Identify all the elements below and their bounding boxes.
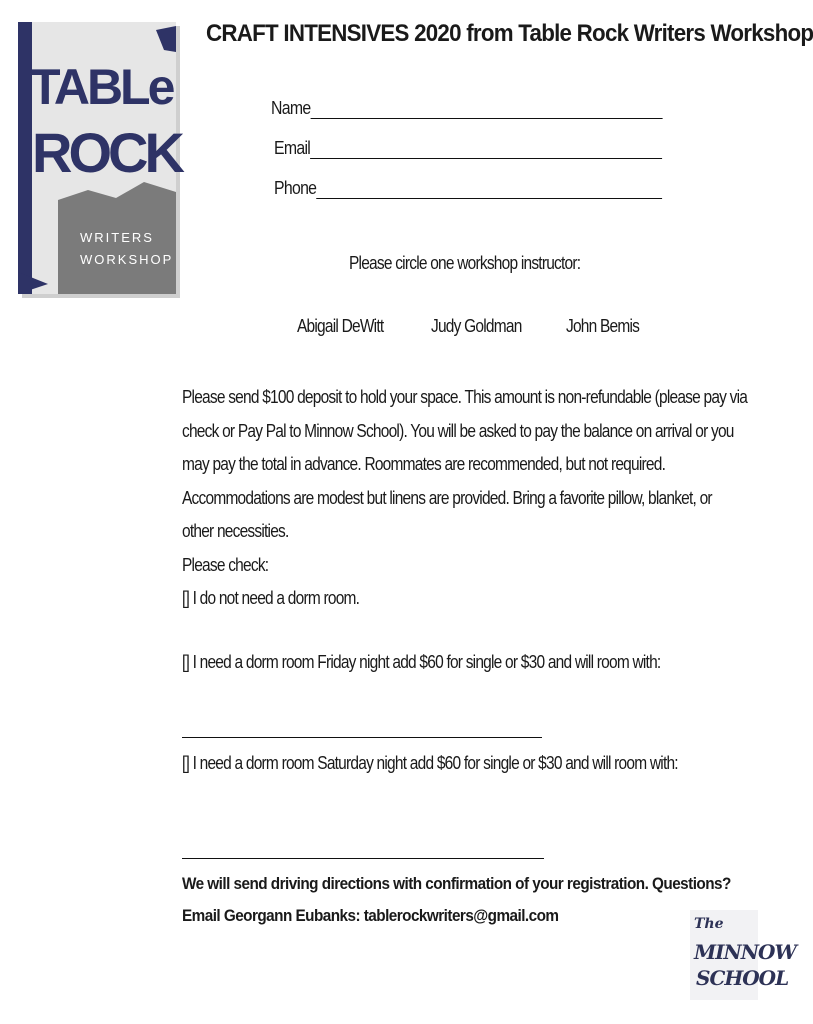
minnow-school-word: SCHOOL [696,966,789,990]
logo-word-rock: ROCK [32,121,181,184]
minnow-school-logo [690,910,796,1000]
logo-word-workshop: WORKSHOP [80,252,174,267]
instructor-judy[interactable]: Judy Goldman [431,316,522,336]
paragraph-line: other necessities. [182,521,289,541]
page-title: CRAFT INTENSIVES 2020 from Table Rock Writers Workshop [206,20,813,47]
name-line[interactable] [310,100,662,119]
name-field[interactable] [271,98,662,119]
paragraph-line: Please send $100 deposit to hold your space. This amount is non-refundable (please pay via [182,387,748,407]
deposit-paragraph [182,381,750,616]
phone-label: Phone [274,178,317,198]
email-label: Email [274,138,311,158]
contact-email: Email Georgann Eubanks: tablerockwriters@gmail.com [182,906,559,925]
phone-line[interactable] [316,180,662,199]
paragraph-line: Accommodations are modest but linens are provided. Bring a favorite pillow, blanket, or [182,487,712,508]
paragraph-line: check or Pay Pal to Minnow School). You will be asked to pay the balance on arrival or you [182,420,734,441]
table-rock-logo [18,22,180,300]
instructor-abigail[interactable]: Abigail DeWitt [297,316,384,336]
logo-panel [18,22,181,294]
logo-word-writers: WRITERS [80,230,154,245]
friday-roommate-line[interactable] [182,737,542,738]
option-friday-dorm[interactable]: [] I need a dorm room Friday night add $60 for single or $30 and will room with: [182,652,661,672]
email-line[interactable] [310,140,662,159]
logo-word-table: TABLe [30,59,173,115]
phone-field[interactable] [274,178,662,199]
name-label: Name [271,98,311,118]
paragraph-line: may pay the total in advance. Roommates are recommended, but not required. [182,454,666,474]
instructor-john[interactable]: John Bemis [566,316,640,336]
option-saturday-dorm[interactable]: [] I need a dorm room Saturday night add $60 for single or $30 and will room with: [182,753,678,773]
minnow-the: The [694,916,724,932]
instructor-prompt: Please circle one workshop instructor: [349,253,581,273]
minnow-word: MINNOW [694,940,796,964]
option-no-dorm[interactable]: [] I do not need a dorm room. [182,588,360,608]
email-field[interactable] [274,138,662,159]
directions-note: We will send driving directions with confirmation of your registration. Questions? [182,874,731,893]
saturday-roommate-line[interactable] [182,858,544,859]
please-check-label: Please check: [182,554,269,575]
